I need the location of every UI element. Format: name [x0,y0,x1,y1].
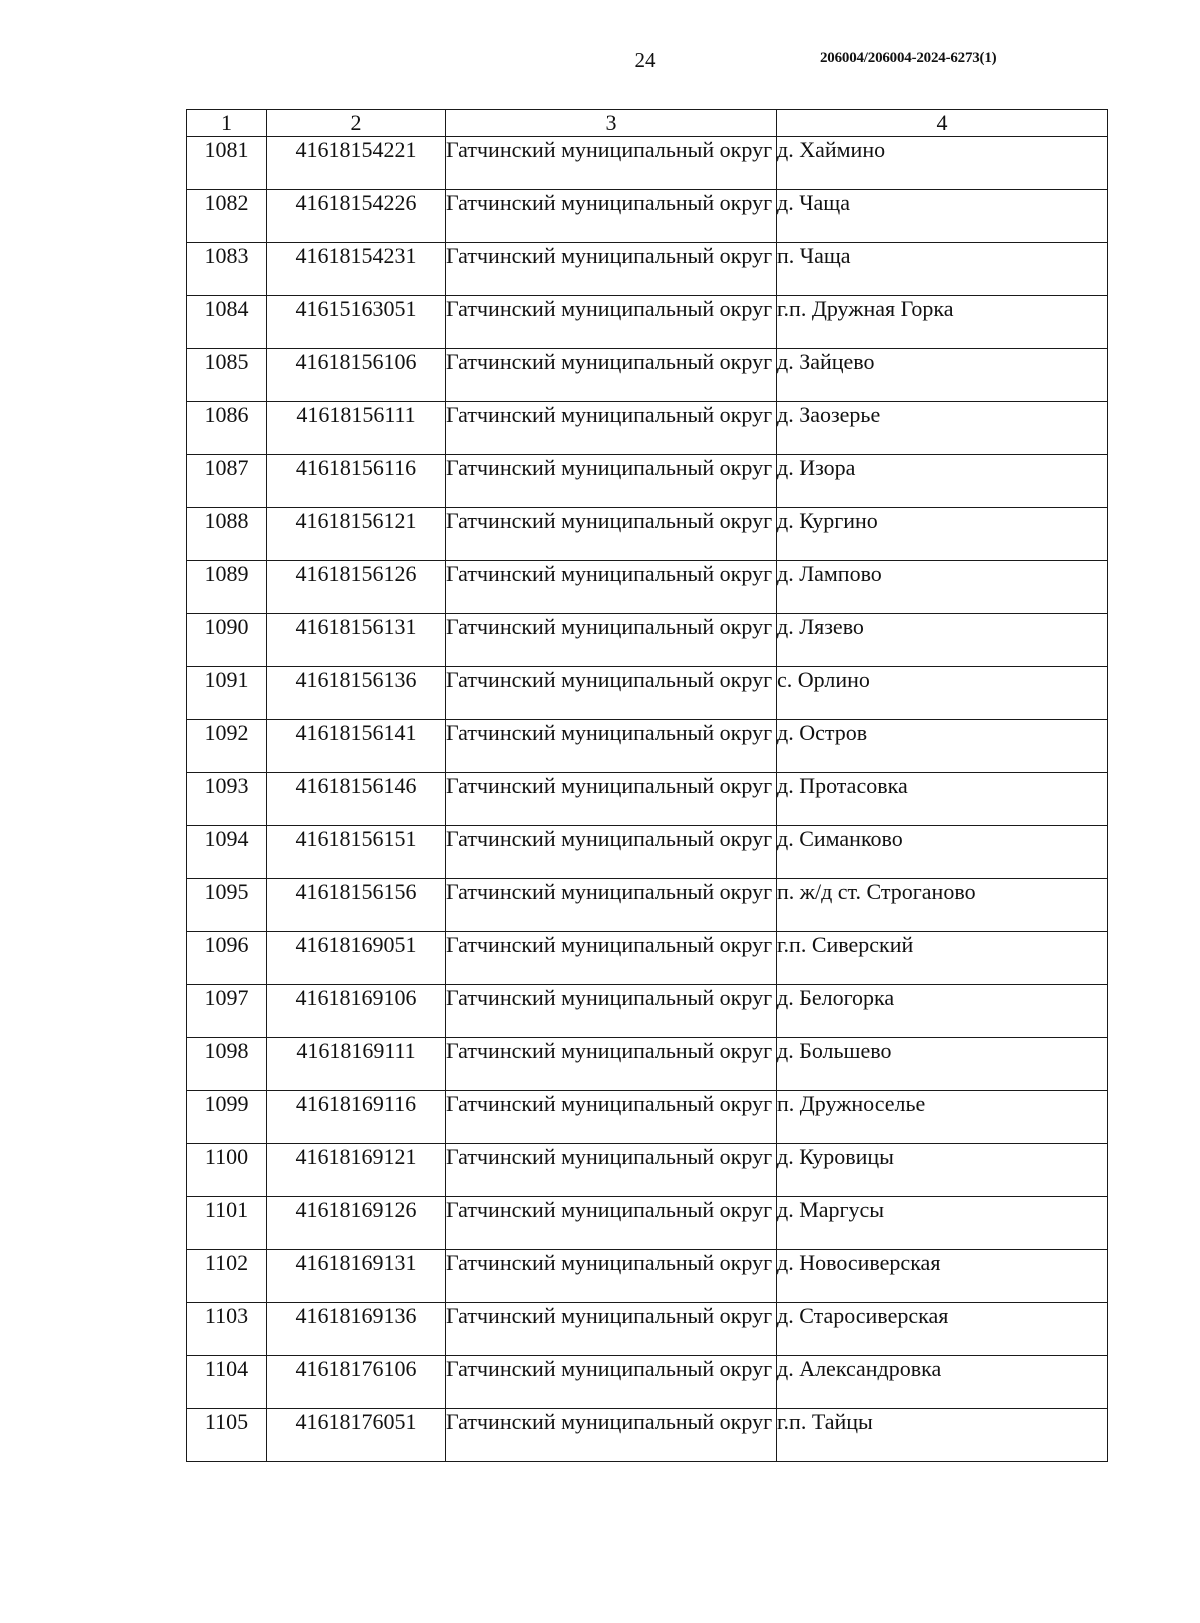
table-row [187,1144,1108,1197]
oktmo-code-cell: 41618169136 [267,1303,446,1356]
settlement-name-cell: п. ж/д ст. Строганово [777,879,1108,932]
row-number-cell: 1090 [187,614,267,667]
row-number-cell: 1102 [187,1250,267,1303]
settlement-name-cell: д. Хаймино [777,137,1108,190]
settlement-name-cell: д. Заозерье [777,402,1108,455]
settlement-name-cell: д. Кургино [777,508,1108,561]
column-header-2: 2 [267,110,446,137]
row-number-cell: 1103 [187,1303,267,1356]
oktmo-code-cell: 41618156106 [267,349,446,402]
table-row [187,296,1108,349]
table-row [187,773,1108,826]
row-number-cell: 1095 [187,879,267,932]
settlement-name-cell: г.п. Тайцы [777,1409,1108,1462]
municipal-district-cell: Гатчинский муниципальный округ [446,1144,777,1197]
table-row [187,349,1108,402]
table-row [187,1356,1108,1409]
oktmo-code-cell: 41618169126 [267,1197,446,1250]
table-row [187,455,1108,508]
row-number-cell: 1081 [187,137,267,190]
table-row [187,1197,1108,1250]
row-number-cell: 1086 [187,402,267,455]
municipal-district-cell: Гатчинский муниципальный округ [446,402,777,455]
settlement-name-cell: д. Чаща [777,190,1108,243]
oktmo-code-cell: 41618169131 [267,1250,446,1303]
municipal-district-cell: Гатчинский муниципальный округ [446,1091,777,1144]
settlement-name-cell: д. Белогорка [777,985,1108,1038]
row-number-cell: 1091 [187,667,267,720]
row-number-cell: 1100 [187,1144,267,1197]
municipal-district-cell: Гатчинский муниципальный округ [446,1303,777,1356]
column-header-4: 4 [777,110,1108,137]
settlement-name-cell: с. Орлино [777,667,1108,720]
oktmo-code-cell: 41615163051 [267,296,446,349]
page-number: 24 [634,48,656,72]
municipal-district-cell: Гатчинский муниципальный округ [446,1409,777,1462]
table-row [187,137,1108,190]
oktmo-code-cell: 41618169121 [267,1144,446,1197]
header-row [187,110,1108,137]
settlement-name-cell: д. Остров [777,720,1108,773]
table-row [187,1409,1108,1462]
row-number-cell: 1098 [187,1038,267,1091]
row-number-cell: 1092 [187,720,267,773]
table-row [187,667,1108,720]
row-number-cell: 1093 [187,773,267,826]
oktmo-code-cell: 41618156116 [267,455,446,508]
oktmo-code-cell: 41618154231 [267,243,446,296]
municipal-district-cell: Гатчинский муниципальный округ [446,826,777,879]
row-number-cell: 1088 [187,508,267,561]
settlement-name-cell: п. Чаща [777,243,1108,296]
table-row [187,561,1108,614]
oktmo-code-cell: 41618156151 [267,826,446,879]
settlement-name-cell: д. Симанково [777,826,1108,879]
table-body [187,137,1108,1462]
municipal-district-cell: Гатчинский муниципальный округ [446,561,777,614]
table-row [187,879,1108,932]
table-row [187,826,1108,879]
settlements-table [186,109,1108,1462]
table-row [187,243,1108,296]
row-number-cell: 1097 [187,985,267,1038]
municipal-district-cell: Гатчинский муниципальный округ [446,1197,777,1250]
row-number-cell: 1084 [187,296,267,349]
table-row [187,932,1108,985]
row-number-cell: 1101 [187,1197,267,1250]
municipal-district-cell: Гатчинский муниципальный округ [446,1356,777,1409]
table-row [187,1250,1108,1303]
settlement-name-cell: д. Маргусы [777,1197,1108,1250]
settlement-name-cell: д. Александровка [777,1356,1108,1409]
document-registration-code: 206004/206004-2024-6273(1) [820,50,997,66]
row-number-cell: 1089 [187,561,267,614]
table-row [187,985,1108,1038]
table-row [187,508,1108,561]
settlement-name-cell: д. Новосиверская [777,1250,1108,1303]
municipal-district-cell: Гатчинский муниципальный округ [446,985,777,1038]
municipal-district-cell: Гатчинский муниципальный округ [446,243,777,296]
table-row [187,402,1108,455]
oktmo-code-cell: 41618156146 [267,773,446,826]
settlement-name-cell: п. Дружноселье [777,1091,1108,1144]
settlement-name-cell: д. Куровицы [777,1144,1108,1197]
table-row [187,1038,1108,1091]
municipal-district-cell: Гатчинский муниципальный округ [446,349,777,402]
row-number-cell: 1082 [187,190,267,243]
settlement-name-cell: г.п. Сиверский [777,932,1108,985]
municipal-district-cell: Гатчинский муниципальный округ [446,1250,777,1303]
row-number-cell: 1105 [187,1409,267,1462]
row-number-cell: 1085 [187,349,267,402]
oktmo-code-cell: 41618176106 [267,1356,446,1409]
municipal-district-cell: Гатчинский муниципальный округ [446,773,777,826]
settlement-name-cell: г.п. Дружная Горка [777,296,1108,349]
municipal-district-cell: Гатчинский муниципальный округ [446,614,777,667]
oktmo-code-cell: 41618154226 [267,190,446,243]
table-row [187,1303,1108,1356]
table-header [187,110,1108,137]
oktmo-code-cell: 41618169111 [267,1038,446,1091]
column-header-1: 1 [187,110,267,137]
oktmo-code-cell: 41618169106 [267,985,446,1038]
oktmo-code-cell: 41618156136 [267,667,446,720]
settlement-name-cell: д. Изора [777,455,1108,508]
municipal-district-cell: Гатчинский муниципальный округ [446,190,777,243]
table-row [187,614,1108,667]
municipal-district-cell: Гатчинский муниципальный округ [446,667,777,720]
municipal-district-cell: Гатчинский муниципальный округ [446,455,777,508]
row-number-cell: 1087 [187,455,267,508]
oktmo-code-cell: 41618154221 [267,137,446,190]
oktmo-code-cell: 41618169116 [267,1091,446,1144]
municipal-district-cell: Гатчинский муниципальный округ [446,296,777,349]
settlement-name-cell: д. Старосиверская [777,1303,1108,1356]
municipal-district-cell: Гатчинский муниципальный округ [446,720,777,773]
oktmo-code-cell: 41618169051 [267,932,446,985]
municipal-district-cell: Гатчинский муниципальный округ [446,932,777,985]
table-row [187,720,1108,773]
row-number-cell: 1096 [187,932,267,985]
municipal-district-cell: Гатчинский муниципальный округ [446,879,777,932]
settlement-name-cell: д. Зайцево [777,349,1108,402]
table-row [187,1091,1108,1144]
row-number-cell: 1094 [187,826,267,879]
oktmo-code-cell: 41618156121 [267,508,446,561]
oktmo-code-cell: 41618156141 [267,720,446,773]
row-number-cell: 1104 [187,1356,267,1409]
municipal-district-cell: Гатчинский муниципальный округ [446,137,777,190]
table-row [187,190,1108,243]
settlement-name-cell: д. Большево [777,1038,1108,1091]
oktmo-code-cell: 41618176051 [267,1409,446,1462]
oktmo-code-cell: 41618156131 [267,614,446,667]
row-number-cell: 1083 [187,243,267,296]
oktmo-code-cell: 41618156111 [267,402,446,455]
settlement-name-cell: д. Протасовка [777,773,1108,826]
municipal-district-cell: Гатчинский муниципальный округ [446,1038,777,1091]
settlement-name-cell: д. Лампово [777,561,1108,614]
oktmo-code-cell: 41618156156 [267,879,446,932]
oktmo-code-cell: 41618156126 [267,561,446,614]
municipal-district-cell: Гатчинский муниципальный округ [446,508,777,561]
settlement-name-cell: д. Лязево [777,614,1108,667]
row-number-cell: 1099 [187,1091,267,1144]
column-header-3: 3 [446,110,777,137]
